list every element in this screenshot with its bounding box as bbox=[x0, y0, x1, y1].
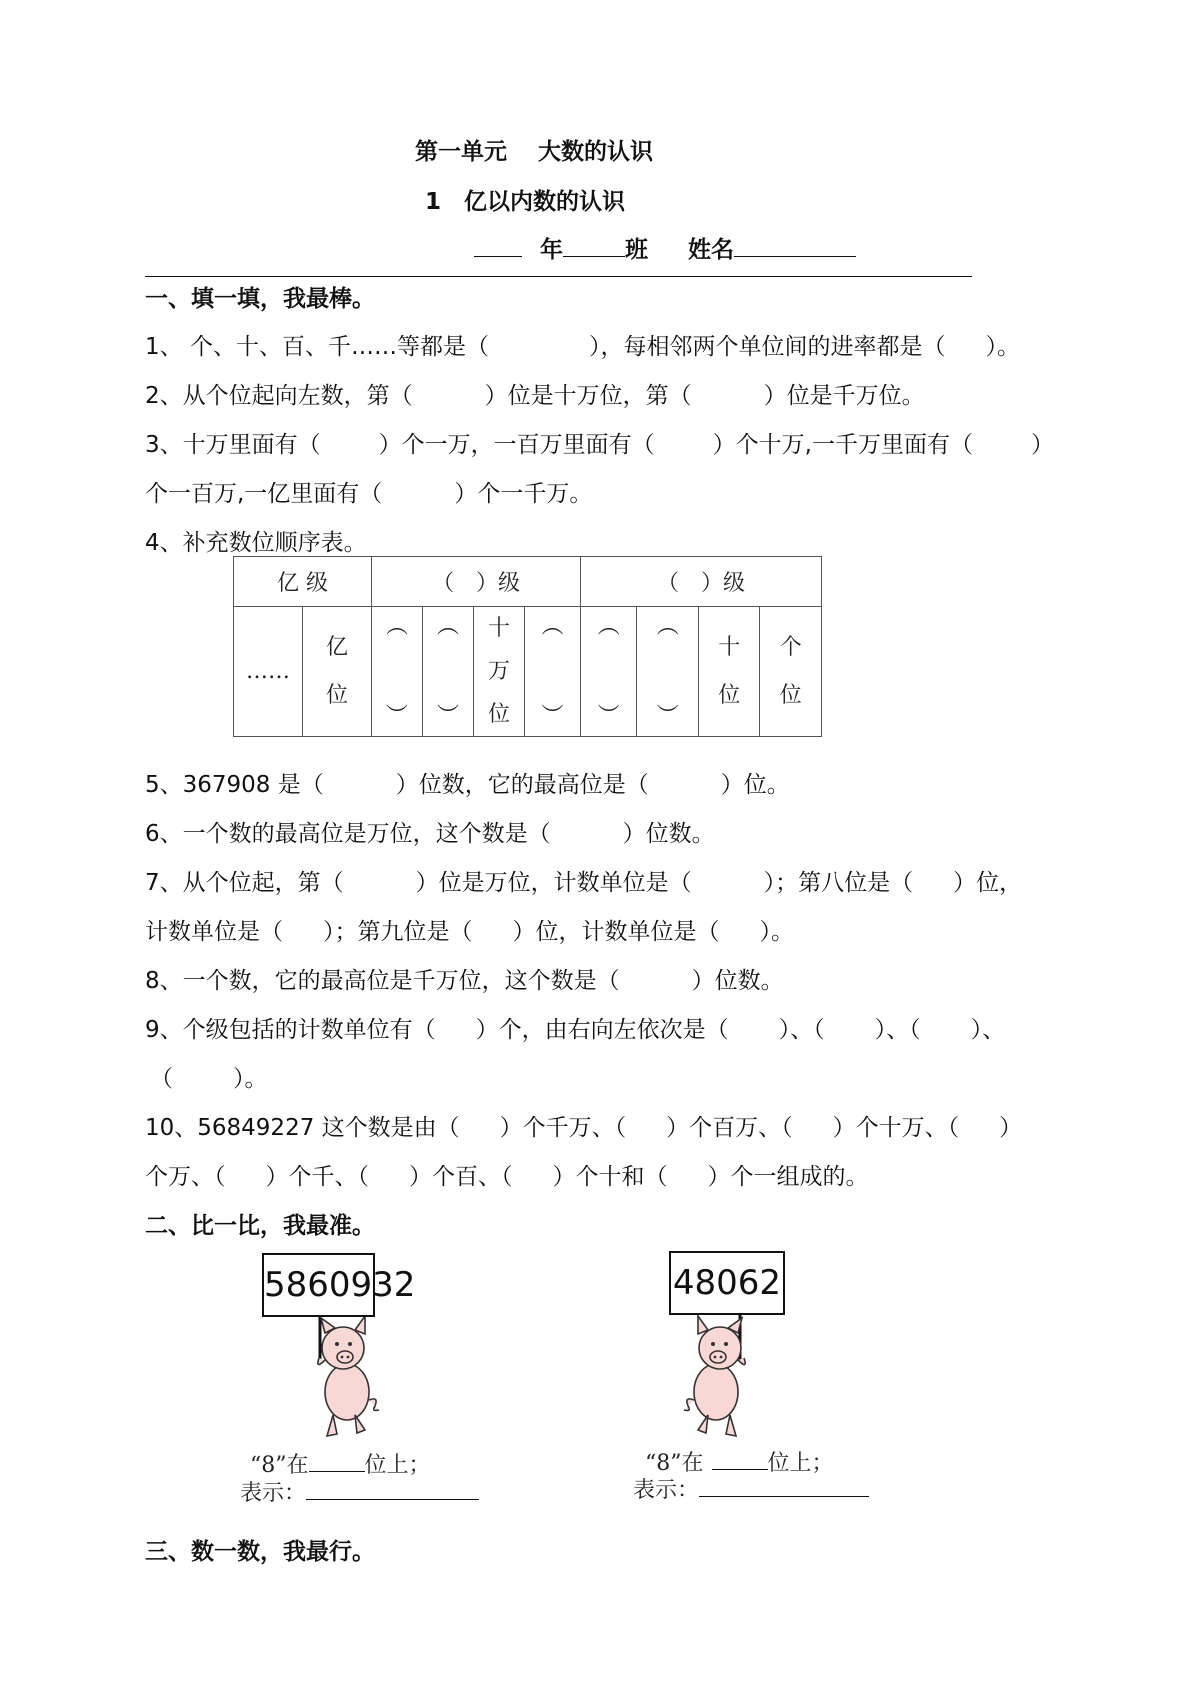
wei-char: 位 bbox=[325, 682, 348, 708]
number-sign-1 bbox=[262, 1253, 416, 1317]
q9-part: （ bbox=[150, 1066, 173, 1092]
wei-char: 位 bbox=[487, 702, 510, 727]
blank-place-cell[interactable] bbox=[525, 607, 581, 737]
item2-meaning bbox=[633, 1472, 869, 1504]
wei-char: 位 bbox=[718, 682, 741, 708]
shi-char: 十 bbox=[487, 616, 510, 641]
question-10-line1 bbox=[145, 1109, 1022, 1142]
q9-part: ）。 bbox=[233, 1066, 268, 1092]
pig-illustration-1 bbox=[285, 1300, 395, 1440]
q-prefix: “8”在 bbox=[645, 1451, 704, 1476]
question-4: 4、补充数位顺序表。 bbox=[145, 530, 367, 556]
q7-part: ）位， bbox=[953, 870, 1023, 896]
q7-part: ）。 bbox=[759, 919, 794, 945]
year-blank[interactable] bbox=[474, 232, 522, 257]
question-7-line1 bbox=[145, 864, 1022, 897]
blank-place-cell[interactable] bbox=[581, 607, 637, 737]
question-5 bbox=[145, 766, 790, 799]
q9-part: ）、 bbox=[970, 1017, 1006, 1043]
number-sign-2 bbox=[669, 1251, 785, 1315]
meaning-blank[interactable] bbox=[306, 1475, 479, 1500]
yi-place-cell bbox=[303, 607, 372, 737]
q3-part: ）个一千万。 bbox=[454, 481, 593, 507]
year-label: 年 bbox=[540, 237, 564, 263]
q7-part: ）；第九位是（ bbox=[323, 919, 473, 945]
header-divider bbox=[145, 276, 972, 277]
name-label: 姓名 bbox=[688, 237, 735, 263]
q3-part: 个一百万,一亿里面有（ bbox=[145, 481, 383, 507]
q2-part: ）位是千万位。 bbox=[763, 383, 925, 409]
shi-place-cell bbox=[698, 607, 760, 737]
unit-title: 第一单元 大数的认识 bbox=[415, 139, 654, 165]
q7-part: ）位是万位，计数单位是（ bbox=[415, 870, 692, 896]
blank-place-cell[interactable] bbox=[372, 607, 423, 737]
paren-bottom: ︶ bbox=[436, 703, 459, 729]
wan-level-header[interactable]: （ ）级 bbox=[372, 557, 581, 607]
blank-place-cell[interactable] bbox=[637, 607, 699, 737]
wan-char: 万 bbox=[487, 659, 510, 684]
section2-title: 二、比一比，我最准。 bbox=[145, 1213, 375, 1239]
q10-part: ）个百、（ bbox=[409, 1164, 513, 1190]
q8-part: ）位数。 bbox=[691, 968, 784, 994]
paren-top: ︵ bbox=[597, 613, 620, 639]
paren-top: ︵ bbox=[541, 613, 564, 639]
q-suffix: 位上； bbox=[767, 1451, 834, 1476]
meaning-label: 表示： bbox=[633, 1478, 700, 1503]
question-6 bbox=[145, 815, 715, 848]
q7-part: ）；第八位是（ bbox=[763, 870, 914, 896]
q5-part: ）位数，它的最高位是（ bbox=[395, 772, 649, 798]
paren-bottom: ︶ bbox=[597, 703, 620, 729]
meaning-label: 表示： bbox=[240, 1481, 307, 1506]
class-label: 班 bbox=[625, 237, 649, 263]
q3-part: 3、十万里面有（ bbox=[145, 432, 321, 458]
q10-part: ）个千、（ bbox=[265, 1164, 369, 1190]
lesson-title: 1 亿以内数的认识 bbox=[425, 189, 626, 215]
q3-part: ）个一万，一百万里面有（ bbox=[378, 432, 655, 458]
section3-title: 三、数一数，我最行。 bbox=[145, 1539, 375, 1565]
q5-part: 5、367908 是（ bbox=[145, 772, 324, 798]
section1-title: 一、填一填，我最棒。 bbox=[145, 286, 375, 312]
yi-level-header: 亿 级 bbox=[234, 557, 372, 607]
q9-part: ）、（ bbox=[778, 1017, 825, 1043]
q3-part: ）个十万,一千万里面有（ bbox=[712, 432, 973, 458]
q7-part: 7、从个位起，第（ bbox=[145, 870, 344, 896]
q1-part: ），每相邻两个单位间的进率都是（ bbox=[588, 334, 946, 360]
number-text: 48062 bbox=[672, 1263, 782, 1303]
paren-bottom: ︶ bbox=[385, 703, 408, 729]
question-9-line2 bbox=[150, 1060, 268, 1093]
name-blank[interactable] bbox=[734, 232, 856, 257]
student-info-line bbox=[474, 231, 856, 264]
class-blank[interactable] bbox=[563, 232, 625, 257]
shi-char: 十 bbox=[718, 634, 741, 660]
q5-part: ）位。 bbox=[720, 772, 790, 798]
paren-top: ︵ bbox=[385, 613, 408, 639]
question-2 bbox=[145, 377, 925, 410]
paren-top: ︵ bbox=[436, 613, 459, 639]
q-prefix: “8”在 bbox=[250, 1453, 309, 1478]
q10-part: 个万、（ bbox=[145, 1164, 226, 1190]
question-3-line2 bbox=[145, 475, 592, 508]
place-value-table bbox=[233, 556, 822, 737]
blank-place-cell[interactable] bbox=[423, 607, 474, 737]
q2-part: ）位是十万位，第（ bbox=[484, 383, 692, 409]
shiwan-place-cell bbox=[474, 607, 525, 737]
q7-part: ）位，计数单位是（ bbox=[512, 919, 720, 945]
q10-part: ） bbox=[999, 1115, 1023, 1141]
q10-part: ）个十和（ bbox=[552, 1164, 668, 1190]
paren-bottom: ︶ bbox=[656, 703, 679, 729]
q9-part: 9、个级包括的计数单位有（ bbox=[145, 1017, 436, 1043]
q2-part: 2、从个位起向左数，第（ bbox=[145, 383, 413, 409]
meaning-blank[interactable] bbox=[699, 1472, 869, 1497]
yi-char: 亿 bbox=[325, 634, 348, 660]
q1-part: 1、 个、十、百、千……等都是（ bbox=[145, 334, 489, 360]
q6-part: ）位数。 bbox=[622, 821, 715, 847]
q10-part: ）个千万、（ bbox=[499, 1115, 627, 1141]
paren-top: ︵ bbox=[656, 613, 679, 639]
question-9-line1 bbox=[145, 1011, 1005, 1044]
q10-part: ）个十万、（ bbox=[832, 1115, 960, 1141]
question-8 bbox=[145, 962, 784, 995]
q1-part: ）。 bbox=[985, 334, 1020, 360]
q10-part: ）个百万、（ bbox=[666, 1115, 793, 1141]
place-blank[interactable] bbox=[309, 1447, 365, 1472]
item1-meaning bbox=[240, 1475, 479, 1507]
q10-part: ）个一组成的。 bbox=[707, 1164, 869, 1190]
ge-char: 个 bbox=[779, 634, 802, 660]
paren-bottom: ︶ bbox=[541, 703, 564, 729]
number-text: 5860932 bbox=[264, 1265, 416, 1305]
q9-part: ）个，由右向左依次是（ bbox=[475, 1017, 729, 1043]
q10-part: 10、56849227 这个数是由（ bbox=[145, 1115, 460, 1141]
wei-char: 位 bbox=[779, 682, 802, 708]
pig-illustration-2 bbox=[668, 1300, 778, 1440]
ellipsis-text: …… bbox=[246, 659, 290, 684]
q9-part: ）、（ bbox=[874, 1017, 921, 1043]
ellipsis-cell bbox=[234, 607, 303, 737]
ge-place-cell bbox=[760, 607, 822, 737]
place-blank[interactable] bbox=[712, 1445, 768, 1470]
q-suffix: 位上； bbox=[364, 1453, 431, 1478]
question-7-line2 bbox=[145, 913, 794, 946]
question-1 bbox=[145, 328, 1020, 361]
ge-level-header[interactable]: （ ）级 bbox=[581, 557, 822, 607]
q6-part: 6、一个数的最高位是万位，这个数是（ bbox=[145, 821, 551, 847]
question-10-line2 bbox=[145, 1158, 869, 1191]
question-3-line1 bbox=[145, 426, 1054, 459]
q7-part: 计数单位是（ bbox=[145, 919, 283, 945]
q3-part: ） bbox=[1030, 432, 1054, 458]
q8-part: 8、一个数，它的最高位是千万位，这个数是（ bbox=[145, 968, 620, 994]
